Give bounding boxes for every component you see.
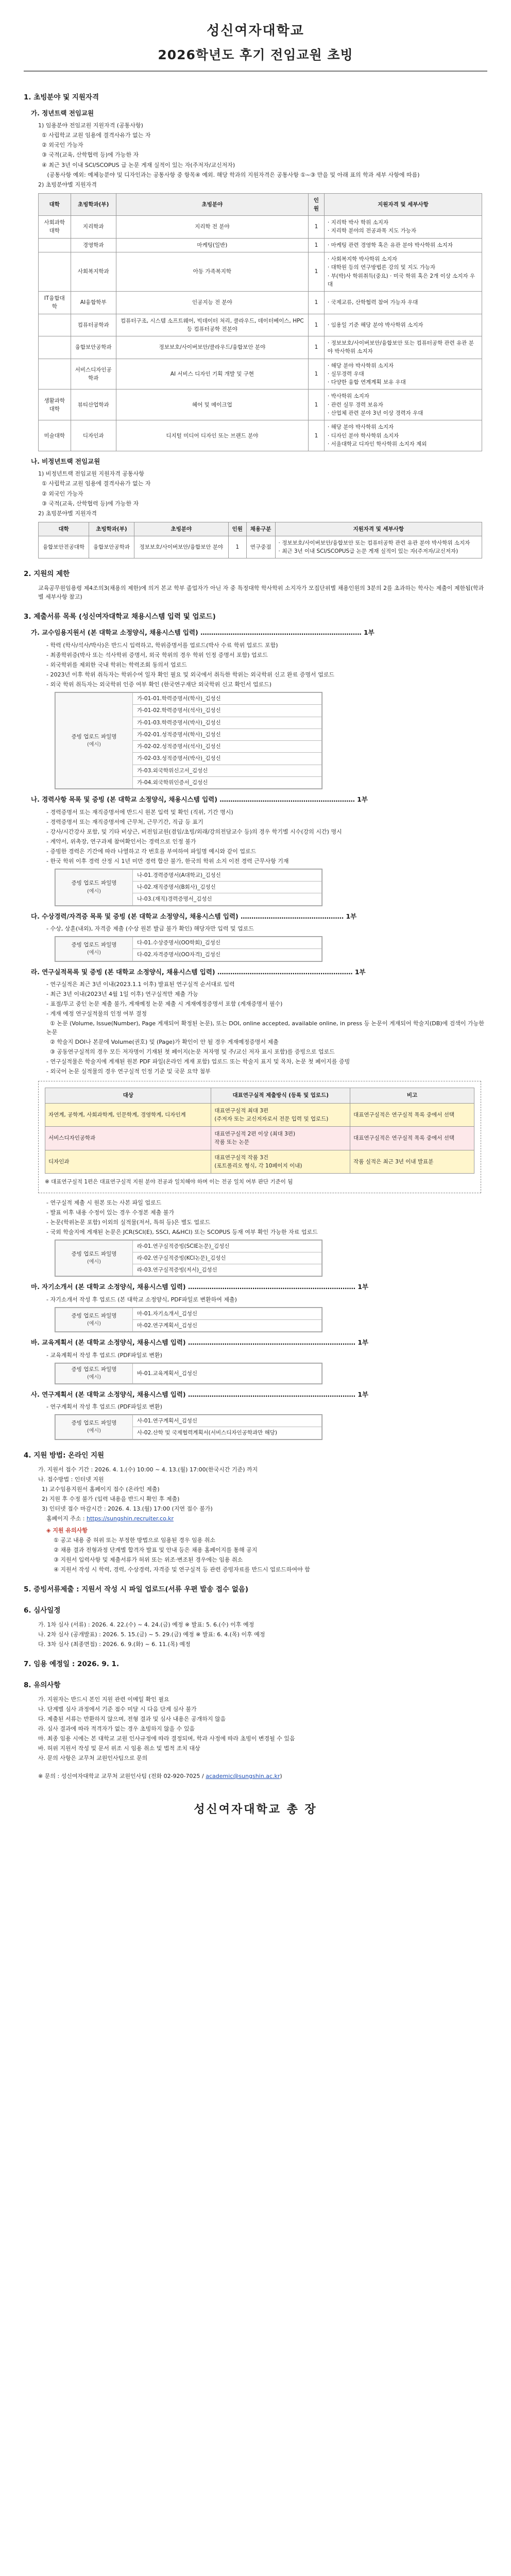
table-row [39,389,482,420]
table-cell: 디자인과 [71,420,116,451]
homepage-line [24,1514,487,1523]
text-line: 바. 허위 지원서 작성 및 문서 위조 시 임용 취소 및 법적 조치 대상 [38,1745,200,1752]
file-box-head-sub: (예시) [87,888,101,894]
file-name-row [56,1240,322,1252]
section-1a-table-wrap [24,193,487,451]
table-header-cell: 초빙분야 [116,193,308,216]
table-header-cell: 지원자격 및 세부사항 [275,522,482,536]
text-line: - 게재 예정 연구실적물의 인정 여부 결정 [46,1010,147,1018]
contact-text: ※ 문의 : 성신여자대학교 교무처 교원인사팀 (전화 02-920-7025 / [38,1773,206,1780]
table-cell: · 지리학 박사 학위 소지자 · 지리학 분야의 전공과목 지도 가능자 [324,216,482,239]
file-name-cell: 가-01-01.학력증명서(학사)_김성신 [133,693,322,705]
table-cell: 1 [308,238,324,252]
text-line: ④ 최근 3년 이내 SCI/SCOPUS 급 논문 게재 실적이 있는 자(주저자/교신저자) [38,161,235,168]
section-3sa-heading: 사. 연구계획서 (본 대학교 소정양식, 채용시스템 입력) …………………………………………………………………… 1부 [31,1390,369,1398]
text-line: - 수상, 상훈(내외), 자격증 제출 (수상 원본 발급 불가 확인) 해당자만 입력 및 업로드 [46,925,254,932]
table-cell [39,359,71,389]
file-name-cell: 사-02.산학 및 국제협력계획서(서비스디자인공학과만 해당) [133,1427,322,1439]
section-3na-lines [24,808,487,866]
file-name-cell: 마-01.자기소개서_김성신 [133,1308,322,1319]
text-line: 사. 문의 사항은 교무처 교원인사팀으로 문의 [38,1755,148,1762]
page-title: 2026학년도 후기 전임교원 초빙 [158,47,353,63]
text-line: ① 논문 (Volume, Issue(Number), Page 게재되어 확정된 논문), 또는 DOI, online accepted, available online, in press 등 논문이 게재되어 학술지(DB)에 검색이 가능한 논문 [46,1020,486,1036]
table-row [39,420,482,451]
table-row [45,1103,474,1127]
section-3-heading: 3. 제출서류 목록 (성신여자대학교 채용시스템 입력 및 업로드) [24,613,216,621]
file-name-cell: 가-04.외국학위인증서_김성신 [133,776,322,788]
table-header-row [39,193,482,216]
table-row [39,252,482,292]
university-name: 성신여자대학교 [207,23,304,39]
table-cell: 1 [308,420,324,451]
text-line: - 연구실적 제출 시 원본 또는 사본 파일 업로드 [46,1199,162,1206]
file-box-head [56,937,133,961]
table-cell: 대표연구실적 2편 이상 (최대 3편) 작품 또는 논문 [211,1127,350,1150]
text-line: ① 사립학교 교원 임용에 결격사유가 없는 자 [38,132,151,139]
text-line: - 발표 이후 내용 수정이 있는 경우 수정본 제출 불가 [46,1209,174,1216]
file-box-head-sub: (예시) [87,1259,101,1265]
table-cell: · 사회복지학 박사학위 소지자 · 대학원 등의 연구방법론 강의 및 지도 가능자 · 부(박)사 학위취득(중요) · 미국 학위 혹은 2개 이상 소지자 우대 [324,252,482,292]
section-4-heading: 4. 지원 방법: 온라인 지원 [24,1451,105,1460]
text-line: - 최근 3년 이내(2023년 4월 1일 이후) 연구실적만 제출 가능 [46,990,198,997]
text-line: ② 학술지 DOI나 본문에 Volume(권호) 및 (Page)가 확인이 안 될 경우 게재예정증명서 제출 [46,1039,279,1046]
table-cell: 사회과학대학 [39,216,71,239]
file-name-cell: 라-01.연구실적증빙(SCIE논문)_김성신 [133,1240,322,1252]
file-naming-box-ba [55,1363,322,1384]
text-line: - 자기소개서 작성 후 업로드 (본 대학교 소정양식, PDF파일로 변환하여 제출) [46,1296,237,1303]
file-name-cell: 다-02.자격증명서(OO자격)_김성신 [133,949,322,961]
section-3ra-lines [24,980,487,1076]
research-submission-table [45,1088,474,1174]
file-box-head-label: 증빙 업로드 파일명 [71,1419,117,1426]
homepage-label: 홈페이지 주소 : [46,1515,85,1522]
file-naming-box-ga [55,692,322,789]
section-1a-heading: 가. 정년트랙 전임교원 [31,109,94,117]
table-cell: 융합보안전공대학 [39,536,89,558]
section-3ra-lines-2 [24,1198,487,1236]
table-cell: 지리학과 [71,216,116,239]
table-cell: 1 [308,336,324,359]
text-line: - 연구실적은 최근 3년 이내(2023.1.1 이후) 발표된 연구실적 순서대로 입력 [46,980,235,988]
table-cell: 생활과학대학 [39,389,71,420]
file-naming-box-ma [55,1307,322,1333]
text-line: 가. 1차 심사 (서류) : 2026. 4. 22.(수) ~ 4. 24.(금) 예정 ※ 발표: 5. 6.(수) 이후 예정 [38,1621,254,1628]
table-cell: 대표연구실적 작품 3건 (포트폴리오 형식, 각 10페이지 이내) [211,1150,350,1174]
section-1a-lines [24,121,487,189]
text-line: - 최종학위증(박사 또는 석사학위 증명서, 외국 학위의 경우 학위 인정 증명서 포함) 업로드 [46,651,268,658]
section-2-lines [24,584,487,601]
text-line: - 2023년 이후 학위 취득자는 학위수여 일자 확인 필요 및 외국에서 취득한 학위는 외국학위 신고 완료 증명서 업로드 [46,671,334,678]
table-cell: 헤어 및 메이크업 [116,389,308,420]
table-cell: 1 [308,359,324,389]
table-header-cell: 대학 [39,522,89,536]
contact-line [24,1772,487,1781]
table-cell: · 마케팅 관련 경영학 혹은 유관 분야 박사학위 소지자 [324,238,482,252]
text-line: 다. 제출된 서류는 반환하지 않으며, 전형 결과 및 심사 내용은 공개하지 않음 [38,1715,226,1722]
file-name-cell: 나-03.(재직)경력증명서_김성신 [133,893,322,905]
table-cell: AI융합학부 [71,292,116,314]
table-cell: 경영학과 [71,238,116,252]
file-name-cell: 가-01-03.학력증명서(박사)_김성신 [133,717,322,728]
table-header-cell: 대표연구실적 제출방식 (등록 및 업로드) [211,1088,350,1103]
file-name-row [56,937,322,949]
text-line: - 교육계획서 작성 후 업로드 (PDF파일로 변환) [46,1351,162,1359]
table-row [39,216,482,239]
text-line: ② 외국인 가능자 [38,490,83,497]
table-cell: 컴퓨터공학과 [71,314,116,336]
table-header-row [45,1088,474,1103]
file-box-head-sub: (예시) [87,1321,101,1327]
table-cell: 자연계, 공학계, 사회과학계, 인문학계, 경영학계, 디자인계 [45,1103,211,1127]
file-box-head-label: 증빙 업로드 파일명 [71,733,117,740]
table-cell: 미술대학 [39,420,71,451]
file-name-row [56,1308,322,1319]
section-8-lines [24,1695,487,1762]
text-line: - 경력증명서 또는 재직증명서에 근무처, 근무기간, 직급 등 표기 [46,818,203,825]
table-cell [39,314,71,336]
section-3ma-lines [24,1295,487,1304]
file-box-head-sub: (예시) [87,1428,101,1434]
table-cell: · 임용일 기준 해당 분야 박사학위 소지자 [324,314,482,336]
text-line: - 외국어 논문 실적물의 경우 연구실적 인정 기준 및 국문 요약 첨부 [46,1068,211,1075]
table-cell: 서비스디자인공학과 [71,359,116,389]
research-submission-box [38,1081,481,1193]
homepage-link[interactable]: https://sungshin.recruiter.co.kr [86,1515,174,1522]
text-line: 나. 단계별 심사 과정에서 기준 점수 미달 시 다음 단계 심사 불가 [38,1705,197,1713]
file-name-cell: 라-03.연구실적증빙(저서)_김성신 [133,1264,322,1276]
file-name-cell: 나-01.경력증명서(A대학교)_김성신 [133,869,322,881]
file-box-head-sub: (예시) [87,1375,101,1381]
text-line: - 경력증명서 또는 재직증명서에 반드시 원본 입력 및 확인 (직위, 기간 명시) [46,808,233,816]
table-cell: 아동 가족복지학 [116,252,308,292]
section-3ga-lines [24,641,487,689]
section-1-heading: 1. 초빙분야 및 지원자격 [24,93,99,102]
file-box-head-sub: (예시) [87,741,101,748]
file-name-row [56,693,322,705]
text-line: ① 사립학교 교원 임용에 결격사유가 없는 자 [38,480,151,487]
section-3ba-heading: 바. 교육계획서 (본 대학교 소정양식, 채용시스템 입력) …………………………………………………………………… 1부 [31,1338,369,1347]
file-name-cell: 사-01.연구계획서_김성신 [133,1415,322,1427]
file-box-head [56,869,133,905]
table-header-cell: 인원 [308,193,324,216]
section-4-lines [24,1465,487,1513]
table-row [45,1127,474,1150]
footer-signature: 성신여자대학교 총 장 [194,1803,317,1817]
file-name-cell: 가-02-01.성적증명서(학사)_김성신 [133,728,322,740]
file-name-cell: 마-02.연구계획서_김성신 [133,1320,322,1332]
table-cell: 마케팅(일반) [116,238,308,252]
table-header-cell: 대학 [39,193,71,216]
file-box-head-label: 증빙 업로드 파일명 [71,1366,117,1372]
text-line: ② 외국인 가능자 [38,142,83,149]
text-line: - 논문(학위논문 포함) 이외의 실적물(저서, 특허 등)은 별도 업로드 [46,1218,211,1226]
table-header-cell: 대상 [45,1088,211,1103]
file-naming-box-da [55,936,322,962]
section-1b-heading: 나. 비정년트랙 전임교원 [31,457,100,466]
contact-close: ) [280,1773,282,1780]
section-1b-lines [24,469,487,517]
table-row [39,536,482,558]
table-cell: 디지털 미디어 디자인 또는 브랜드 분야 [116,420,308,451]
text-line: 나. 접수방법 : 인터넷 지원 [38,1476,104,1483]
table-cell: 1 [308,216,324,239]
text-line: 나. 2차 심사 (공개발표) : 2026. 5. 15.(금) ~ 5. 29.(금) 예정 ※ 발표: 6. 4.(목) 이후 예정 [38,1631,265,1638]
text-line: - 연구계획서 작성 후 업로드 (PDF파일로 변환) [46,1403,162,1410]
section-3na-heading: 나. 경력사항 목록 및 증빙 (본 대학교 소정양식, 채용시스템 입력) ……………………………………………………… 1부 [31,795,368,804]
section-3da-lines [24,924,487,933]
text-line: ④ 지원서 작성 시 학력, 경력, 수상경력, 자격증 및 연구실적 등 관련 증빙자료를 반드시 업로드하여야 함 [54,1566,310,1573]
table-cell: AI 서비스 디자인 기획 개발 및 구현 [116,359,308,389]
contact-email-link[interactable]: academic@sungshin.ac.kr [206,1773,280,1780]
section-1b-table-wrap [24,522,487,559]
section-3ba-lines [24,1351,487,1360]
table-header-cell: 지원자격 및 세부사항 [324,193,482,216]
file-naming-box-na [55,869,322,906]
text-line: 2) 초빙분야별 지원자격 [38,181,97,188]
table-cell: 대표연구실적 최대 3편 (주저자 또는 교신저자로서 전문 입력 및 업로드) [211,1103,350,1127]
section-8-heading: 8. 유의사항 [24,1681,61,1689]
text-line: ③ 지원서 입력사항 및 제출서류가 허위 또는 위조·변조된 경우에는 임용 취소 [54,1556,243,1563]
file-box-head-label: 증빙 업로드 파일명 [71,1312,117,1319]
table-header-cell: 채용구분 [246,522,275,536]
text-line: 라. 심사 결과에 따라 적격자가 없는 경우 초빙하지 않을 수 있음 [38,1725,195,1732]
table-header-cell: 초빙학과(부) [89,522,134,536]
table-row [39,336,482,359]
table-cell: 융합보안공학과 [89,536,134,558]
text-line: 2) 초빙분야별 지원자격 [38,510,97,517]
text-line: 1) 임용분야 전임교원 지원자격 (공통사항) [38,122,143,129]
notice-lines [24,1536,487,1574]
file-box-head-label: 증빙 업로드 파일명 [71,1251,117,1258]
text-line: - 연구실적물은 학술지에 게재된 원본 PDF 파일(온라인 게재 포함) 업로드 또는 학술지 표지 및 목차, 논문 첫 페이지를 증빙 [46,1058,350,1065]
table-cell: · 정보보호/사이버보안/융합보안 또는 컴퓨터공학 관련 유관 분야 박사학위 소지자 [324,336,482,359]
table-cell: · 해당 분야 박사학위 소지자 · 디자인 분야 학사학위 소지자 · 서울대학교 디자인 학사학위 소지자 제외 [324,420,482,451]
text-line: ③ 공동연구실적의 경우 모든 저자명이 기재된 첫 페이지(논문 저자명 및 주/교신 저자 표시 포함)를 증빙으로 업로드 [46,1048,335,1056]
section-6-heading: 6. 심사일정 [24,1606,61,1615]
file-name-cell: 라-02.연구실적증빙(KCI논문)_김성신 [133,1252,322,1264]
table-row [39,292,482,314]
file-name-row [56,1363,322,1383]
file-box-head-label: 증빙 업로드 파일명 [71,880,117,887]
table-cell [39,238,71,252]
text-line: 1) 교수임용지원서 홈페이지 접수 (온라인 제출) [38,1485,160,1493]
text-line: ③ 국적(교육, 산학협력 등)에 가능한 자 [38,500,139,507]
section-3da-heading: 다. 수상경력/자격증 목록 및 증빙 (본 대학교 소정양식, 채용시스템 입력) ………………………………………… 1부 [31,912,357,920]
research-table-footnote: ※ 대표연구실적 1편은 대표연구실적 지원 분야 전공과 일치해야 하며 이는 전공 일치 여부 판단 기준이 됨 [45,1179,293,1185]
file-name-cell: 가-03.외국학위신고서_김성신 [133,765,322,776]
file-box-head [56,693,133,789]
section-5-heading: 5. 증빙서류제출 : 지원서 작성 시 파일 업로드(서류 우편 발송 접수 없음) [24,1585,249,1594]
file-name-cell: 나-02.재직증명서(B회사)_김성신 [133,882,322,893]
file-name-row [56,1415,322,1427]
text-line: - 강사/시간강사 포함, 및 기타 비상근, 비전임교원(겸임/초빙/외래/강의전담교수 등)의 경우 학기별 시수(강의 시간) 명시 [46,828,342,835]
file-name-row [56,869,322,881]
table-cell: 1 [308,314,324,336]
file-box-head-label: 증빙 업로드 파일명 [71,941,117,948]
file-name-cell: 가-02-02.성적증명서(석사)_김성신 [133,741,322,753]
text-line: - 한국 학위 이후 경력 산정 시 1년 미만 경력 합산 불가, 한국의 학위 소지 이전 경력 근무사항 기재 [46,857,289,865]
table-cell: 1 [308,389,324,420]
table-cell: 1 [308,292,324,314]
table-cell: 뷰티산업학과 [71,389,116,420]
file-name-cell: 다-01.수상증명서(OO학회)_김성신 [133,937,322,949]
table-header-row [39,522,482,536]
table-cell: 컴퓨터구조, 시스템 소프트웨어, 빅데이터 처리, 클라우드, 데이터베이스, HPC 등 컴퓨터공학 전분야 [116,314,308,336]
table-cell: 1 [308,252,324,292]
file-name-cell: 가-02-03.성적증명서(박사)_김성신 [133,753,322,765]
section-3ga-heading: 가. 교수임용지원서 (본 대학교 소정양식, 채용시스템 입력) ………………………………………………………………… 1부 [31,629,374,637]
table-cell: 지리학 전 분야 [116,216,308,239]
text-line: - 학력 (학사/석사/박사)은 반드시 입력하고, 학위증명서를 업로드(박사 수료 학위 업로드 포함) [46,641,278,649]
file-box-head [56,1415,133,1439]
table-row [45,1150,474,1174]
text-line: ③ 국적(교육, 산학협력 등)에 가능한 자 [38,151,139,159]
section-6-lines [24,1620,487,1649]
file-box-head-sub: (예시) [87,950,101,956]
file-box-head [56,1308,133,1332]
section-3sa-lines [24,1402,487,1411]
table-row [39,359,482,389]
section-2-heading: 2. 지원의 제한 [24,570,70,579]
title-block [24,21,487,72]
table-cell: · 해당 분야 박사학위 소지자 · 실무경력 우대 · 다양한 융합 연계계획 보유 우대 [324,359,482,389]
table-cell: 사회복지학과 [71,252,116,292]
file-name-cell: 가-01-02.학력증명서(석사)_김성신 [133,705,322,717]
table-cell [39,336,71,359]
text-line: ② 채용 결과 전형과정 단계별 합격자 발표 및 안내 등은 채용 홈페이지를 통해 공지 [54,1546,258,1553]
file-naming-box-ra [55,1240,322,1277]
table-cell: · 정보보호/사이버보안/융합보안 또는 컴퓨터공학 관련 유관 분야 박사학위 소지자 · 최근 3년 이내 SCI/SCOPUS급 논문 게재 실적이 있는 자(주저자/교신저자) [275,536,482,558]
table-cell: 작품 실적은 최근 3년 이내 발표분 [350,1150,474,1174]
text-line: - 국외 학술지에 게재된 논문은 JCR(SCI(E), SSCI, A&HCI) 또는 SCOPUS 등재 여부 확인 가능한 자료 업로드 [46,1228,318,1235]
table-header-cell: 비고 [350,1088,474,1103]
table-cell: 정보보호/사이버보안/클라우드/융합보안 분야 [116,336,308,359]
text-line: - 표절/투고 중인 논문 제출 불가, 게재예정 논문 제출 시 게재예정증명서 포함 (게재증명서 필수) [46,1001,283,1007]
text-line: 2) 지원 후 수정 불가 (입력 내용을 반드시 확인 후 제출) [38,1495,180,1502]
file-box-head [56,1363,133,1383]
text-line: 3) 인터넷 접수 마감시간 : 2026. 4. 13.(월) 17:00 (지연 접수 불가) [38,1505,213,1512]
text-line: (공통사항 예외: 예체능분야 및 디자인과는 공통사항 중 항목④ 예외. 해당 학과의 지원자격은 공통사항 ①~③ 만을 및 아래 표의 학과 세부 사항에 따름) [38,171,420,178]
section-7-heading: 7. 임용 예정일 : 2026. 9. 1. [24,1660,120,1668]
tenure-track-table [38,193,482,451]
text-line: 교육공무원임용령 제4조의3(채용의 제한)에 의거 본교 학부 졸업자가 아닌 자 중 특정대학 학사학위 소지자가 모집단위별 채용인원의 3분의 2를 초과하는 학사는 제출이 제한됨(학과별 세부사항 참고) [38,585,484,601]
table-cell: 연구중점 [246,536,275,558]
notice-title: ◈ 지원 유의사항 [46,1527,88,1534]
text-line: - 계약서, 위촉장, 연구과제 참여확인서는 경력으로 인정 불가 [46,838,196,845]
table-cell: 서비스디자인공학과 [45,1127,211,1150]
text-line: - 증빙한 경력은 기간에 따라 나열하고 각 번호를 부여하여 파일명 예시와 같이 업로드 [46,848,257,855]
non-tenure-track-table [38,522,482,559]
table-cell: 대표연구실적은 연구실적 목록 중에서 선택 [350,1127,474,1150]
table-cell: 디자인과 [45,1150,211,1174]
table-cell: 융합보안공학과 [71,336,116,359]
table-cell: · 국제교류, 산학협력 참여 가능자 우대 [324,292,482,314]
table-cell: 대표연구실적은 연구실적 목록 중에서 선택 [350,1103,474,1127]
file-name-cell: 바-01.교육계획서_김성신 [133,1363,322,1383]
text-line: ① 공고 내용 중 허위 또는 부정한 방법으로 임용된 경우 임용 취소 [54,1536,215,1544]
table-row [39,238,482,252]
table-row [39,314,482,336]
table-cell: 정보보호/사이버보안/융합보안 분야 [134,536,228,558]
text-line: 1) 비정년트랙 전임교원 지원자격 공통사항 [38,470,144,478]
file-naming-box-sa [55,1414,322,1440]
table-cell: IT융합대학 [39,292,71,314]
text-line: - 외국 학위 취득자는 외국학위 인증 여부 확인 (한국연구재단 외국학위 신고 확인서 업로드) [46,681,272,688]
table-cell: 1 [228,536,246,558]
table-header-cell: 인원 [228,522,246,536]
text-line: 마. 최종 임용 시에는 본 대학교 교원 인사규정에 따라 결정되며, 학과 사정에 따라 초빙이 변경될 수 있음 [38,1735,295,1742]
table-header-cell: 초빙분야 [134,522,228,536]
table-header-cell: 초빙학과(부) [71,193,116,216]
section-3ra-heading: 라. 연구실적목록 및 증빙 (본 대학교 소정양식, 채용시스템 입력) ……………………………………………………… 1부 [31,968,366,976]
text-line: 가. 지원서 접수 기간 : 2026. 4. 1.(수) 10:00 ~ 4. 13.(월) 17:00(한국시간 기준) 까지 [38,1466,258,1473]
text-line: - 외국학위를 제외한 국내 학위는 학력조회 동의서 업로드 [46,661,187,668]
table-cell: 인공지능 전 분야 [116,292,308,314]
table-cell: · 박사학위 소지자 · 관련 실무 경력 보유자 · 산업체 관련 분야 3년 이상 경력자 우대 [324,389,482,420]
text-line: 다. 3차 심사 (최종면접) : 2026. 6. 9.(화) ~ 6. 11.(목) 예정 [38,1640,191,1648]
file-box-head [56,1240,133,1276]
text-line: 가. 지원자는 반드시 본인 지원 관련 이메일 확인 필요 [38,1696,169,1703]
table-cell [39,252,71,292]
title-rule [24,71,487,72]
section-3ma-heading: 마. 자기소개서 (본 대학교 소정양식, 채용시스템 입력) …………………………………………………………………… 1부 [31,1283,369,1291]
